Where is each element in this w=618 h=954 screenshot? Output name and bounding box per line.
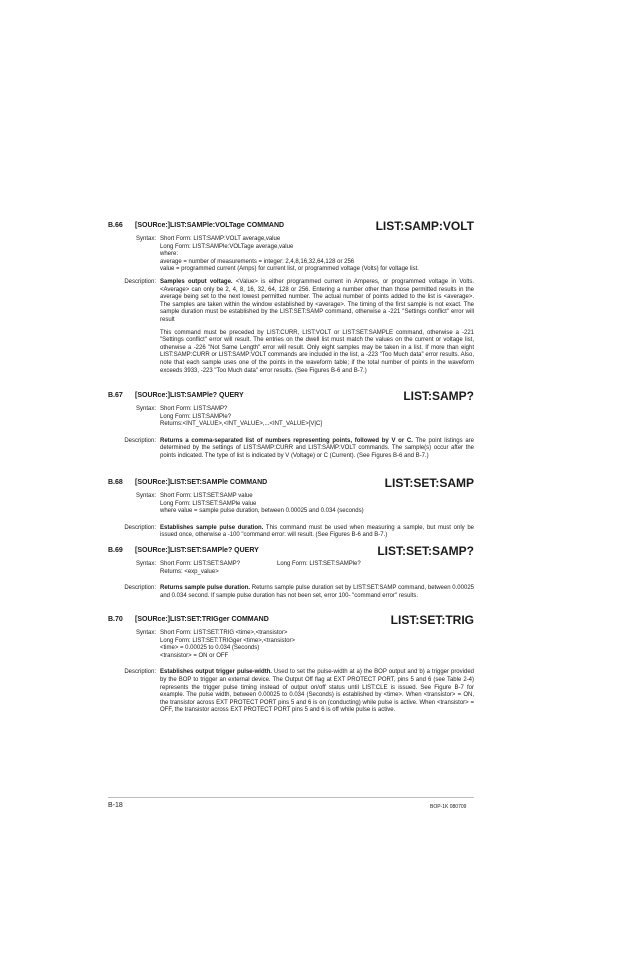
section-header [108,219,474,234]
syntax-line: where value = sample pulse duration, between 0.00025 and 0.034 (seconds) [160,508,364,515]
syntax-line: Short Form: LIST:SET:SAMP value [160,493,253,499]
description-lead: Samples output voltage. [160,278,233,285]
syntax-row [108,630,474,660]
description-body [160,438,474,461]
description-row [108,669,474,715]
syntax-line: Short Form: LIST:SAMP:VOLT average,value [160,236,281,242]
syntax-body [160,236,474,274]
syntax-line: Long Form: LIST:SAMPle? [160,413,232,420]
syntax-line: value = programmed current (Amps) for current list, or programmed voltage (Volts) for voltage list. [160,266,419,273]
syntax-label: Syntax: [135,630,156,636]
syntax-body [160,630,474,660]
section-header [108,613,474,628]
description-paragraph [160,669,474,715]
description-text: <Value> is either programmed current in Amperes, or programmed voltage in Volts. <Average> can only be 2, 4, 8, 16, 32, 64, 128 or 256. Entering a number other than those permitted results in the average being set to the next lowest permitted number. The actual number of points added to the list is <average>. The samples are taken within the window established by <average>. The timing of the first sample is not exact. The sample duration must be established by the LIST:SET:SAMP command, otherwise a -221 "Settings conflict" error will result [160,278,475,323]
syntax-row [108,493,474,516]
command-label: LIST:SAMP? [403,389,474,403]
section-b70 [108,613,474,720]
syntax-body [160,406,474,429]
description-lead: Returns a comma-separated list of numbers representing points, followed by V or C. [160,437,413,444]
description-body [160,525,474,540]
syntax-line: where: [160,251,179,258]
description-row [108,525,474,540]
syntax-long-form: Long Form: LIST:SET:SAMPle? [277,561,361,567]
section-number: B.70 [108,616,123,623]
page-number: B-18 [108,802,123,809]
description-label: Description: [124,669,156,676]
section-title: [SOURce:]LIST:SET:TRIGger COMMAND [135,616,269,623]
section-number: B.69 [108,547,123,554]
syntax-line: Returns: <exp_value> [160,568,219,575]
section-title: [SOURce:]LIST:SAMPle? QUERY [135,392,244,399]
syntax-row [108,561,474,576]
command-label: LIST:SET:TRIG [390,613,474,627]
syntax-line: Returns:<INT_VALUE>,<INT_VALUE>,...<INT_VALUE>[V|C] [160,421,322,428]
section-header [108,544,474,559]
description-text: Used to set the pulse-width at a) the BOP output and b) a trigger provided by the BOP to trigger an external device. The Output Off flag at EXT PROTECT PORT, pins 5 and 6 (see Table 2-4) represents the trigger pulse timing instead of output on/off status until LIST:CLE is issued. See Figure B-7 for example. The pulse width, between 0.00025 to 0.034 (Seconds) is established by <time>. When <transistor> = ON, the transistor across EXT PROTECT PORT pins 5 and 6 is on (conducting) while pulse is active. When <transistor> = OFF, the transistor across EXT PROTECT PORT pins 5 and 6 is off while pulse is active. [160,669,474,714]
description-body [160,279,474,375]
syntax-short-form: Short Form: LIST:SET:SAMP? [160,561,241,567]
syntax-body [160,493,474,516]
description-row [108,438,474,461]
description-row [108,585,474,600]
description-paragraph: This command must be preceded by LIST:CURR, LIST:VOLT or LIST:SET:SAMPLE command, otherwise a -221 "Settings conflict" error will result. The entries on the dwell list must match the values on the current or voltage list, otherwise a -226 "Not Same Length" error will result. Only eight samples may be taken in a list. If more than eight LIST:SAMP:CURR or LIST:SAMP:VOLT commands are included in the list, a -223 "Too Much data" error results. Also, note that each sample uses one of the points in the waveform table; if the total number of points in the waveform exceeds 3933, -223 "Too Much data" error results. (See Figures B-6 and B-7.) [160,329,474,374]
description-text: This command must be used when measuring a sample, but must only be issued once, otherwise a -100 "command error: will result. (See Figures B-6 and B-7.) [160,524,474,539]
description-label: Description: [124,437,156,444]
section-b66 [108,219,474,380]
section-header [108,389,474,404]
syntax-line: <time> = 0.00025 to 0.034 (Seconds) [160,645,260,652]
description-body [160,585,474,600]
description-text: The point listings are determined by the settings of LIST:SAMP:CURR and LIST:SAMP:VOLT commands. The sample(s) occur after the points indicated. The type of list is indicated by V (Voltage) or C (Current). (See Figures B-6 and B-7.) [160,437,474,459]
description-lead: Returns sample pulse duration. [160,585,250,592]
section-number: B.67 [108,392,123,399]
syntax-line [160,561,474,569]
description-paragraph [160,585,474,600]
description-lead: Establishes sample pulse duration. [160,524,264,531]
command-label: LIST:SET:SAMP [384,476,474,490]
description-paragraph [160,525,474,540]
syntax-line: Short Form: LIST:SET:TRIG <time>,<transistor> [160,630,288,636]
syntax-body [160,561,474,576]
syntax-line: Long Form: LIST:SET:TRIGger <time>,<transistor> [160,637,296,644]
syntax-line: <transistor> = ON or OFF [160,652,229,659]
section-b69 [108,544,474,605]
description-label: Description: [124,524,156,531]
description-lead: Establishes output trigger pulse-width. [160,669,272,676]
syntax-label: Syntax: [135,561,156,567]
command-label: LIST:SAMP:VOLT [375,219,474,233]
syntax-label: Syntax: [135,406,156,412]
syntax-line: Long Form: LIST:SET:SAMPle value [160,500,257,507]
section-b68 [108,476,474,545]
syntax-line: average = number of measurements = integer: 2,4,8,16,32,64,128 or 256 [160,258,355,265]
description-label: Description: [124,278,156,285]
description-row [108,279,474,375]
description-label: Description: [124,585,156,592]
description-body [160,669,474,715]
section-title: [SOURce:]LIST:SET:SAMPle COMMAND [135,479,268,486]
footer-divider [108,797,474,798]
section-number: B.66 [108,222,123,229]
syntax-label: Syntax: [135,236,156,242]
syntax-line: Short Form: LIST:SAMP? [160,406,228,412]
syntax-label: Syntax: [135,493,156,499]
section-b67 [108,389,474,466]
syntax-line: Long Form: LIST:SAMPle:VOLTage average,value [160,243,294,250]
section-header [108,476,474,491]
section-title: [SOURce:]LIST:SET:SAMPle? QUERY [135,547,259,554]
description-paragraph [160,279,474,325]
command-label: LIST:SET:SAMP? [377,544,474,558]
section-number: B.68 [108,479,123,486]
description-text: Returns sample pulse duration set by LIST:SET:SAMP command, between 0.00025 and 0.034 second. If sample pulse duration has not been set, error 100- "command error" results. [160,585,474,599]
description-paragraph [160,438,474,461]
section-title: [SOURce:]LIST:SAMPle:VOLTage COMMAND [135,222,285,229]
syntax-row [108,406,474,429]
syntax-row [108,236,474,274]
document-id: BOP-1K 080709 [430,804,467,810]
